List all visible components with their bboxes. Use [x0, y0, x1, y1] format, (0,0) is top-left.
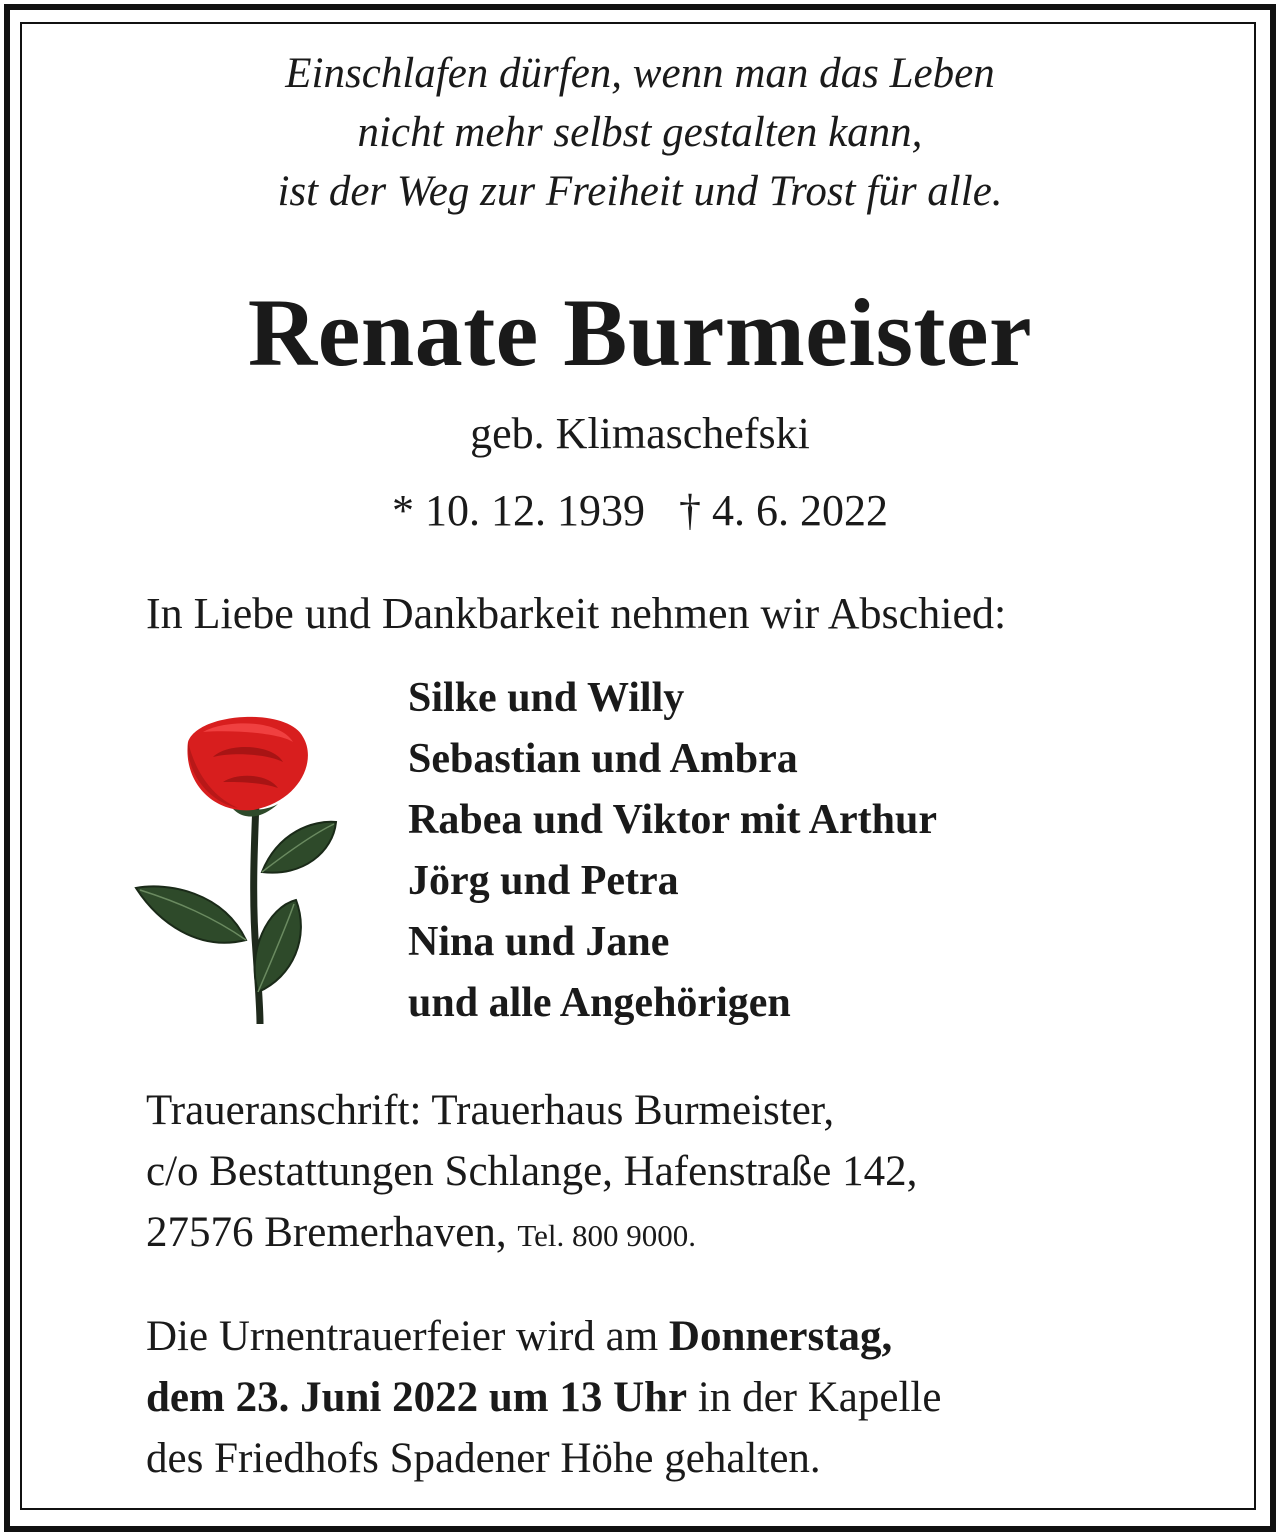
- birth-date: * 10. 12. 1939: [392, 486, 645, 535]
- list-item: und alle Angehörigen: [408, 980, 791, 1026]
- ceremony-line-2: [146, 1367, 941, 1428]
- list-item: Jörg und Petra: [408, 858, 679, 904]
- address-line-3: [146, 1202, 917, 1266]
- ceremony-day: Donnerstag,: [668, 1313, 893, 1360]
- mourners-list: [408, 668, 937, 1034]
- ceremony-location-text: in der Kapelle: [687, 1374, 942, 1421]
- verse-line-2: nicht mehr selbst gestalten kann,: [357, 109, 923, 156]
- life-dates: [0, 484, 1280, 538]
- list-item: Rabea und Viktor mit Arthur: [408, 797, 937, 843]
- address-line-2: c/o Bestattungen Schlange, Hafenstraße 142,: [146, 1148, 918, 1195]
- mourning-address: [146, 1080, 917, 1266]
- verse-line-1: Einschlafen dürfen, wenn man das Leben: [285, 50, 995, 97]
- ceremony-info: [146, 1306, 941, 1489]
- phone-number: Tel. 800 9000.: [517, 1218, 697, 1253]
- ceremony-line-1: [146, 1306, 941, 1367]
- list-item: Sebastian und Ambra: [408, 736, 798, 782]
- maiden-name: geb. Klimaschefski: [470, 409, 810, 458]
- ceremony-line-3: des Friedhofs Spadener Höhe gehalten.: [146, 1435, 821, 1482]
- verse-line-3: ist der Weg zur Freiheit und Trost für alle.: [277, 168, 1003, 215]
- ceremony-text: Die Urnentrauerfeier wird am: [146, 1313, 669, 1360]
- address-line-1: Traueranschrift: Trauerhaus Burmeister,: [146, 1087, 835, 1134]
- death-date: † 4. 6. 2022: [679, 486, 888, 535]
- deceased-name: Renate Burmeister: [247, 279, 1033, 386]
- address-city: 27576 Bremerhaven,: [146, 1209, 507, 1256]
- rose-icon: [128, 702, 358, 1042]
- list-item: Nina und Jane: [408, 919, 670, 965]
- list-item: Silke und Willy: [408, 675, 685, 721]
- memorial-verse: [0, 44, 1280, 221]
- ceremony-date-time: dem 23. Juni 2022 um 13 Uhr: [146, 1374, 688, 1421]
- farewell-text: In Liebe und Dankbarkeit nehmen wir Abschied:: [146, 589, 1007, 638]
